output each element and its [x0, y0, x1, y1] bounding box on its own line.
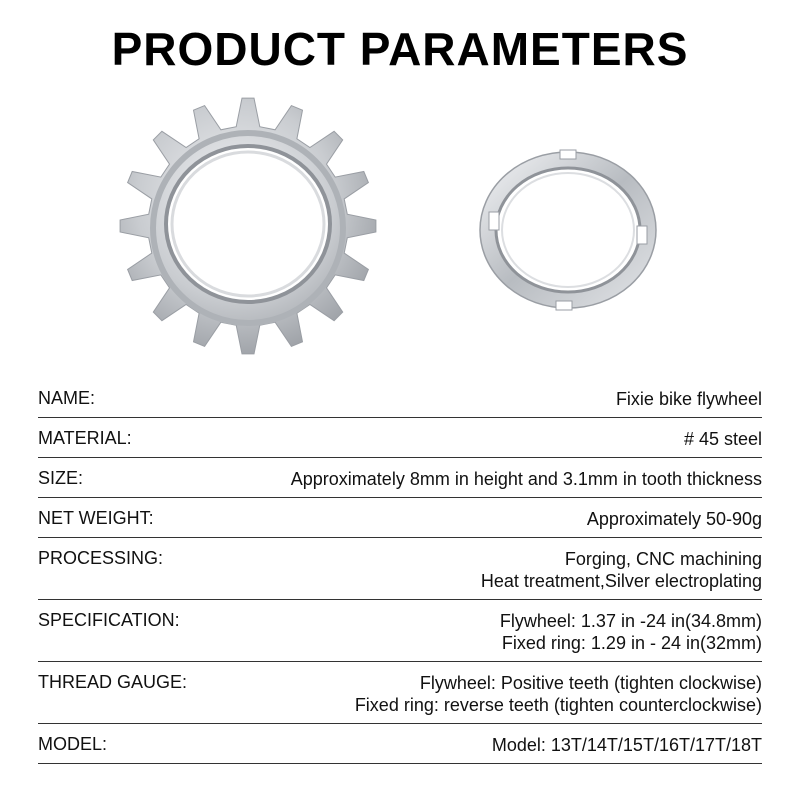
spec-value-line: Fixed ring: 1.29 in - 24 in(32mm) [501, 633, 762, 653]
spec-label: SPECIFICATION: [38, 610, 180, 630]
spec-value-line: Flywheel: 1.37 in -24 in(34.8mm) [499, 611, 762, 631]
sprocket-image [120, 98, 376, 354]
spec-value-line: Approximately 50-90g [586, 509, 762, 529]
spec-label: NET WEIGHT: [38, 508, 154, 528]
spec-row [38, 458, 762, 498]
spec-row [38, 378, 762, 418]
spec-table [38, 378, 762, 764]
spec-value-line: Model: 13T/14T/15T/16T/17T/18T [491, 735, 762, 755]
spec-row [38, 538, 762, 600]
spec-label: PROCESSING: [38, 548, 164, 568]
spec-row [38, 418, 762, 458]
spec-value [355, 662, 762, 716]
spec-value [616, 378, 762, 410]
spec-value-line: Fixed ring: reverse teeth (tighten counterclockwise) [354, 695, 762, 715]
spec-label: MATERIAL: [38, 428, 132, 448]
spec-value-line: Flywheel: Positive teeth (tighten clockwise) [419, 673, 762, 693]
spec-row [38, 662, 762, 724]
spec-value [291, 458, 762, 490]
spec-value [684, 418, 762, 450]
spec-label: SIZE: [38, 468, 84, 488]
spec-value [481, 538, 762, 592]
spec-value-line: Heat treatment,Silver electroplating [480, 571, 762, 591]
spec-value [500, 600, 762, 654]
product-photo [0, 95, 800, 360]
spec-label: THREAD GAUGE: [38, 672, 188, 692]
lock-ring-image [480, 150, 656, 310]
spec-label: MODEL: [38, 734, 108, 754]
spec-label: NAME: [38, 388, 96, 408]
spec-value-line: Approximately 8mm in height and 3.1mm in tooth thickness [290, 469, 762, 489]
spec-value-line: Fixie bike flywheel [615, 389, 762, 409]
spec-value-line: # 45 steel [683, 429, 762, 449]
spec-value [492, 724, 762, 756]
spec-row [38, 600, 762, 662]
spec-row [38, 724, 762, 764]
spec-value-line: Forging, CNC machining [564, 549, 762, 569]
spec-row [38, 498, 762, 538]
spec-value [587, 498, 762, 530]
page-title: PRODUCT PARAMETERS [111, 23, 689, 75]
